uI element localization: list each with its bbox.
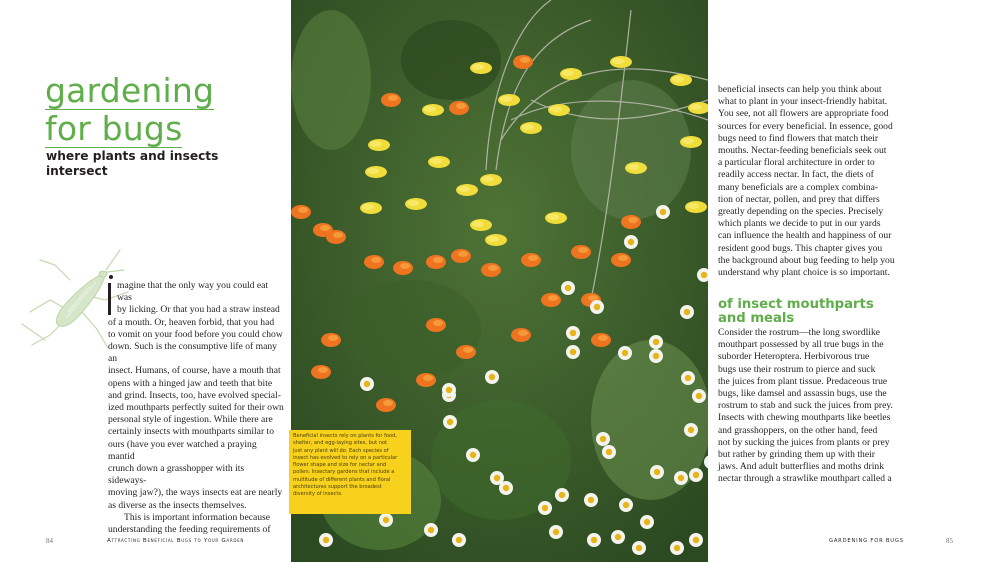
right-body-column (718, 84, 896, 279)
body-paragraph: Consider the rostrum—the long swordlike mouthpart possessed by all true bugs in the suborder Heteroptera. Herbivorous true bugs use their rostrum to pierce and suck the juices from plant tissue. Predaceous true bugs, like damsel and assassin bugs, use the rostrum to stab and suck the juices from prey. Insects with chewing mouthparts like beetles and grasshoppers, on the other hand, feed not by sucking the juices from plants or prey but rather by grinding them up with their jaws. And adult butterflies and moths drink nectar through a strawlike mouthpart called a (718, 327, 893, 485)
page-number-left: 84 (46, 537, 53, 545)
section-heading: of insect mouthparts and meals (718, 297, 874, 327)
running-head-right: GARDENING FOR BUGS (829, 538, 904, 544)
drop-cap-dot-icon (109, 275, 113, 279)
chapter-title-line: gardening (45, 71, 215, 110)
subtitle-line: intersect (46, 164, 108, 178)
body-paragraph: magine that the only way you could eat was by licking. Or that you had a straw instead of a mouth. Or, heaven forbid, that you had to vomit on your food before you could chow down. Such is the consumptive life of many an insect. Humans, of course, have a mouth that opens with a hinged jaw and teeth that bite and grind. Insects, too, have evolved special- ized mouthparts perfectly suited for their own personal style of ingestion. While there are certainly insects with mouthparts similar to ours (have you ever watched a praying mantid crunch down a grasshopper with its sideways- moving jaw?), the ways insects eat are nearly as diverse as the insects themselves. (108, 280, 284, 511)
left-body-column (108, 280, 284, 536)
page-number-right: 85 (946, 537, 953, 545)
drop-cap-letter (108, 283, 111, 315)
running-head-left: Attracting Beneficial Bugs to Your Garden (107, 538, 245, 544)
body-paragraph: This is important information because understanding the feeding requirements of (108, 511, 271, 536)
right-body-column-2 (718, 327, 896, 486)
chapter-subtitle (46, 149, 246, 179)
drop-cap-paragraph (108, 280, 284, 512)
subtitle-line: where plants and insects (46, 149, 219, 163)
body-paragraph: beneficial insects can help you think about what to plant in your insect-friendly habitat. You see, not all flowers are appropriate food sources for every beneficial. In essence, good bugs need to find flowers that match their mouths. Nectar-feeding beneficials seek out a particular floral architecture in order to readily access nectar. In fact, the diets of many beneficials are a complex combina- tion of nectar, pollen, and prey that differs greatly depending on the species. Precisely which plants we decide to put in our yards can influence the health and happiness of our resident good bugs. This chapter gives you the background about bug feeding to help you understand why plant choice is so important. (718, 84, 895, 279)
chapter-title-line: for bugs (45, 109, 183, 148)
chapter-title (45, 72, 245, 148)
photo-caption: Beneficial insects rely on plants for food, shelter, and egg-laying sites, but not just any plant will do. Each species of insect has evolved to rely on a particular flower shape and size for nectar and pollen. Insectary gardens that include a multitude of different plants and floral architectures support the broadest diversity of insects. (289, 430, 411, 514)
